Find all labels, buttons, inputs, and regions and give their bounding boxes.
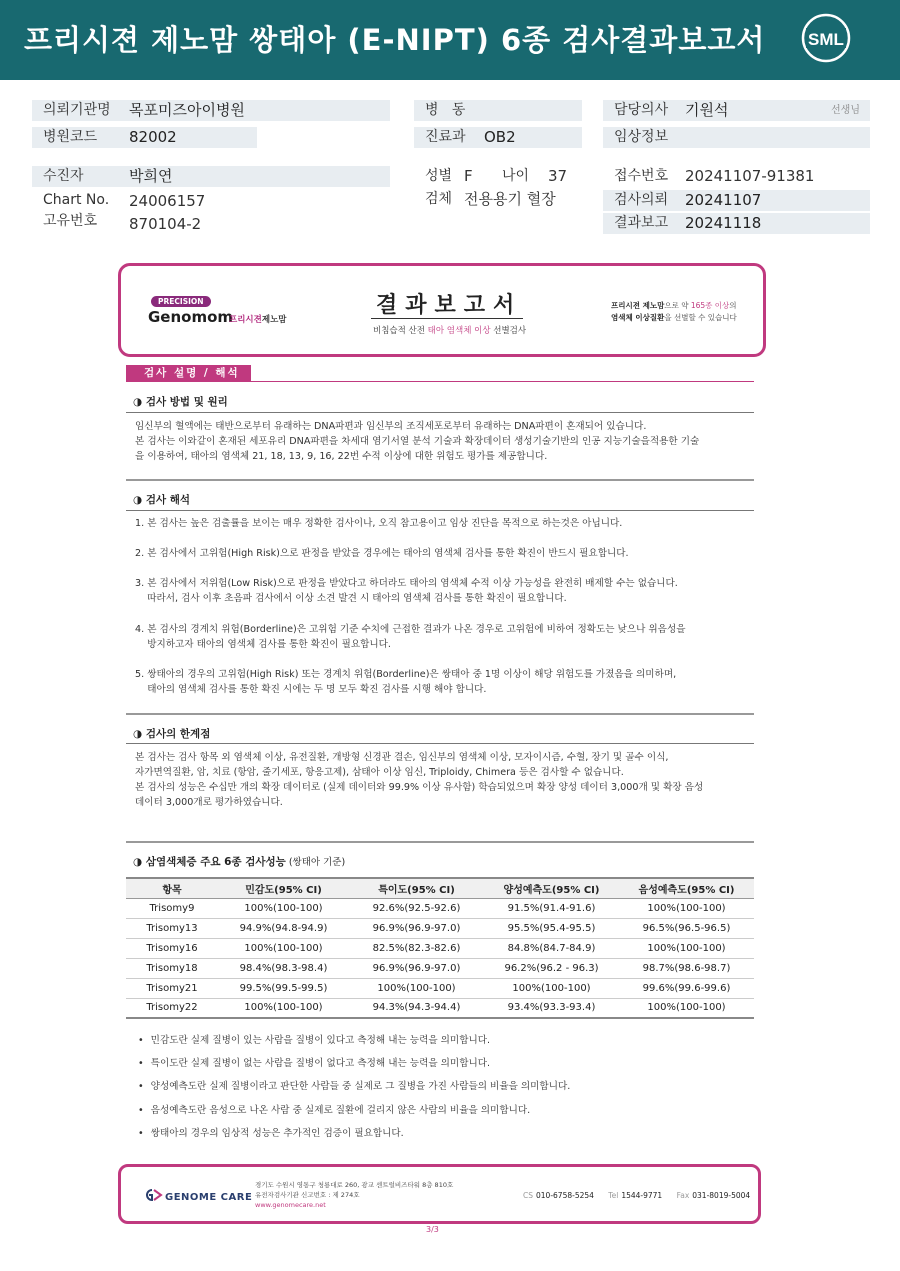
report-subtitle	[373, 324, 526, 336]
cs-number: 010-6758-5254	[536, 1191, 594, 1200]
table-row	[126, 958, 754, 978]
performance-heading	[133, 854, 345, 869]
interpretation-item-3b: 따라서, 검사 이후 초음파 검사에서 이상 소견 발견 시 태아의 염색체 검사를 통한 확진이 필요합니다.	[135, 593, 567, 604]
row-npv: 100%(100-100)	[619, 898, 754, 918]
list-item: • 음성예측도란 음성으로 나온 사람 중 실제로 질환에 걸리지 않은 사람의 비율을 의미합니다.	[138, 1103, 570, 1126]
age-value: 37	[548, 167, 568, 185]
row-item: Trisomy16	[126, 938, 218, 958]
note-line1-bold: 프리시젼 제노맘	[611, 301, 665, 310]
row-sensitivity: 99.5%(99.5-99.5)	[218, 978, 349, 998]
interpretation-item-1: 1. 본 검사는 높은 검출률을 보이는 매우 정확한 검사이나, 오직 참고용이고 임상 진단을 목적으로 하는것은 아닙니다.	[135, 518, 623, 529]
clinical-info-row	[603, 127, 870, 148]
age-label: 나이	[502, 168, 530, 184]
row-npv: 99.6%(99.6-99.6)	[619, 978, 754, 998]
limits-line-4: 데이터 3,000개로 평가하였습니다.	[135, 797, 283, 808]
notes-list	[138, 1033, 570, 1149]
limits-line-3: 본 검사의 성능은 수십만 개의 확장 데이터로 (실제 데이터와 99.9% 이상 유사함) 학습되었으며 확장 양성 데이터 3,000개 및 확장 음성	[135, 782, 704, 793]
method-line-1: 임신부의 혈액에는 태반으로부터 유래하는 DNA파편과 임신부의 조직세포로부터 유래하는 DNA파편이 혼재되어 있습니다.	[135, 421, 647, 432]
footer-contacts	[523, 1191, 750, 1200]
table-row	[126, 998, 754, 1018]
row-item: Trisomy13	[126, 918, 218, 938]
note-line2-text: 을 선별할 수 있습니다	[664, 313, 737, 322]
row-specificity: 82.5%(82.3-82.6)	[349, 938, 484, 958]
footer-address-line-2: 유전자검사기관 신고번호 : 제 274호	[255, 1191, 360, 1199]
hospital-code-row	[32, 127, 257, 148]
fax-number: 031-8019-5004	[692, 1191, 751, 1200]
row-npv: 98.7%(98.6-98.7)	[619, 958, 754, 978]
receipt-no-value: 20241107-91381	[685, 167, 815, 185]
limits-end-divider	[126, 841, 754, 843]
report-date-row	[603, 213, 870, 234]
row-npv: 96.5%(96.5-96.5)	[619, 918, 754, 938]
unique-no-label: 고유번호	[43, 213, 98, 229]
column-header-sensitivity: 민감도(95% CI)	[218, 878, 349, 898]
request-date-row	[603, 190, 870, 211]
footer-url-link[interactable]: www.genomecare.net	[255, 1201, 326, 1209]
interpretation-item-4a: 4. 본 검사의 경계치 위험(Borderline)은 고위험 기준 수치에 근접한 결과가 나온 경우로 고위험에 비하여 정확도는 낮으나 위음성을	[135, 624, 686, 635]
interpretation-heading: ◑ 검사 해석	[133, 494, 191, 506]
row-ppv: 91.5%(91.4-91.6)	[484, 898, 619, 918]
sml-logo-text: SML	[808, 30, 844, 49]
sex-value: F	[464, 167, 473, 185]
page-number: 3/3	[426, 1225, 439, 1234]
institution-label: 의뢰기관명	[43, 102, 111, 118]
doctor-label: 담당의사	[614, 102, 669, 118]
department-label: 진료과	[425, 129, 466, 145]
table-row	[126, 898, 754, 918]
ward-row	[414, 100, 582, 121]
row-sensitivity: 100%(100-100)	[218, 998, 349, 1018]
clinical-info-label: 임상정보	[614, 129, 669, 145]
department-row	[414, 127, 582, 148]
report-subtitle-post: 선별검사	[490, 326, 527, 336]
interpretation-end-divider	[126, 713, 754, 715]
department-value: OB2	[484, 128, 516, 146]
institution-value: 목포미즈아이병원	[129, 101, 245, 119]
doctor-value: 기원석	[685, 101, 729, 119]
genome-care-logo	[143, 1188, 252, 1203]
specimen-label: 검체	[425, 191, 453, 207]
report-subtitle-pre: 비침습적 산전	[373, 326, 428, 336]
chart-no-value: 24006157	[129, 192, 206, 210]
interpretation-item-5a: 5. 쌍태아의 경우의 고위험(High Risk) 또는 경계치 위험(Borderline)은 쌍태아 중 1명 이상이 해당 위험도를 가졌음을 의미하며,	[135, 669, 677, 680]
sml-logo-icon	[800, 12, 852, 64]
unique-no-value: 870104-2	[129, 215, 202, 233]
list-item: • 쌍태아의 경우의 임상적 성능은 추가적인 검증이 필요합니다.	[138, 1126, 570, 1149]
fax-label: Fax	[676, 1191, 690, 1200]
interpretation-item-5b: 태아의 염색체 검사를 통한 확진 시에는 두 명 모두 확진 검사를 시행 해야 합니다.	[135, 684, 487, 695]
report-date-value: 20241118	[685, 214, 762, 232]
column-header-item: 항목	[126, 878, 218, 898]
interpretation-divider	[126, 510, 754, 511]
report-header-note	[611, 300, 737, 324]
note-line1-highlight: 165종 이상	[690, 301, 730, 310]
row-specificity: 100%(100-100)	[349, 978, 484, 998]
interpretation-item-4b: 방지하고자 태아의 염색체 검사를 통한 확진이 필요합니다.	[135, 639, 391, 650]
genome-care-logo-text: GENOME CARE	[165, 1192, 253, 1203]
performance-table	[126, 877, 754, 1019]
row-specificity: 92.6%(92.5-92.6)	[349, 898, 484, 918]
page-title: 프리시젼 제노맘 쌍태아 (E-NIPT) 6종 검사결과보고서	[24, 23, 766, 57]
column-header-npv: 음성예측도(95% CI)	[619, 878, 754, 898]
method-line-2: 본 검사는 이와같이 혼재된 세포유리 DNA파편을 차세대 염기서열 분석 기술과 확장데이터 생성기술기반의 인공 지능기술을적용한 기술	[135, 436, 700, 447]
row-sensitivity: 100%(100-100)	[218, 938, 349, 958]
footer-address-line-1: 경기도 수원시 영통구 청룡대로 260, 광교 센트럴비즈타워 8층 810호	[255, 1181, 454, 1189]
column-header-specificity: 특이도(95% CI)	[349, 878, 484, 898]
precision-badge: PRECISION	[151, 296, 211, 307]
chart-no-label: Chart No.	[43, 192, 110, 208]
row-item: Trisomy22	[126, 998, 218, 1018]
request-date-value: 20241107	[685, 191, 762, 209]
limits-line-1: 본 검사는 검사 항목 외 염색체 이상, 유전질환, 개방형 신경관 결손, 임신부의 염색체 이상, 모자이시즘, 수혈, 장기 및 골수 이식,	[135, 752, 669, 763]
request-date-label: 검사의뢰	[614, 192, 669, 208]
footer-address	[255, 1180, 453, 1210]
row-npv: 100%(100-100)	[619, 998, 754, 1018]
ward-label: 병 동	[425, 102, 466, 118]
limits-heading: ◑ 검사의 한계점	[133, 728, 211, 740]
header-band	[0, 0, 900, 80]
genomom-logo: Genomom	[148, 308, 234, 326]
row-sensitivity: 94.9%(94.8-94.9)	[218, 918, 349, 938]
limits-divider	[126, 743, 754, 744]
note-line1-end: 의	[729, 301, 737, 310]
table-row	[126, 978, 754, 998]
list-item: • 특이도란 실제 질병이 없는 사람을 질병이 없다고 측정해 내는 능력을 의미합니다.	[138, 1056, 570, 1079]
note-line2-bold: 염색체 이상질환	[611, 313, 665, 322]
table-row	[126, 918, 754, 938]
cs-label: CS	[523, 1191, 533, 1200]
section-tab: 검사 설명 / 해석	[126, 365, 251, 382]
tel-label: Tel	[608, 1191, 619, 1200]
patient-row	[32, 166, 390, 187]
row-sensitivity: 100%(100-100)	[218, 898, 349, 918]
report-subtitle-highlight: 태아 염색체 이상	[427, 326, 491, 336]
genomom-subtitle-bold: 제노맘	[261, 315, 287, 325]
row-item: Trisomy18	[126, 958, 218, 978]
row-ppv: 96.2%(96.2 - 96.3)	[484, 958, 619, 978]
report-header-panel	[118, 263, 766, 357]
list-item: • 양성예측도란 실제 질병이라고 판단한 사람들 중 실제로 그 질병을 가진 사람들의 비율을 의미합니다.	[138, 1079, 570, 1102]
receipt-no-label: 접수번호	[614, 168, 669, 184]
method-heading: ◑ 검사 방법 및 원리	[133, 396, 228, 408]
row-ppv: 95.5%(95.4-95.5)	[484, 918, 619, 938]
hospital-code-label: 병원코드	[43, 129, 98, 145]
genomom-subtitle-colored: 프리시젼	[229, 315, 262, 325]
genome-care-mark-icon	[143, 1188, 163, 1202]
specimen-value: 전용용기 혈장	[464, 190, 556, 208]
row-specificity: 96.9%(96.9-97.0)	[349, 958, 484, 978]
row-item: Trisomy21	[126, 978, 218, 998]
interpretation-item-2: 2. 본 검사에서 고위험(High Risk)으로 판정을 받았을 경우에는 태아의 염색체 검사를 통한 확진이 반드시 필요합니다.	[135, 548, 629, 559]
hospital-code-value: 82002	[129, 128, 177, 146]
performance-heading-text: ◑ 삼염색체증 주요 6종 검사성능	[133, 856, 286, 868]
row-sensitivity: 98.4%(98.3-98.4)	[218, 958, 349, 978]
limits-line-2: 자가면역질환, 암, 치료 (항암, 줄기세포, 항응고제), 삼태아 이상 임신, Triploidy, Chimera 등은 검사할 수 없습니다.	[135, 767, 624, 778]
report-title: 결과보고서	[376, 293, 523, 318]
doctor-suffix: 선생님	[831, 105, 860, 116]
table-row	[126, 938, 754, 958]
row-specificity: 94.3%(94.3-94.4)	[349, 998, 484, 1018]
note-line1-text: 으로 약	[664, 301, 691, 310]
tel-number: 1544-9771	[621, 1191, 663, 1200]
row-ppv: 84.8%(84.7-84.9)	[484, 938, 619, 958]
genomom-subtitle	[229, 313, 287, 325]
row-npv: 100%(100-100)	[619, 938, 754, 958]
report-date-label: 결과보고	[614, 215, 669, 231]
section-tab-line	[251, 381, 754, 382]
row-ppv: 93.4%(93.3-93.4)	[484, 998, 619, 1018]
method-line-3: 을 이용하여, 태아의 염색체 21, 18, 13, 9, 16, 22번 수적 이상에 대한 위험도 평가를 제공합니다.	[135, 451, 548, 462]
table-header-row	[126, 878, 754, 898]
interpretation-item-3a: 3. 본 검사에서 저위험(Low Risk)으로 판정을 받았다고 하더라도 태아의 염색체 수적 이상 가능성을 완전히 배제할 수는 없습니다.	[135, 578, 678, 589]
method-end-divider	[126, 479, 754, 481]
row-ppv: 100%(100-100)	[484, 978, 619, 998]
footer-panel	[118, 1164, 761, 1224]
list-item: • 민감도란 실제 질병이 있는 사람을 질병이 있다고 측정해 내는 능력을 의미합니다.	[138, 1033, 570, 1056]
column-header-ppv: 양성예측도(95% CI)	[484, 878, 619, 898]
patient-value: 박희연	[129, 167, 173, 185]
doctor-row	[603, 100, 870, 121]
report-title-underline	[371, 318, 523, 319]
method-divider	[126, 412, 754, 413]
institution-row	[32, 100, 390, 121]
sex-label: 성별	[425, 168, 453, 184]
row-specificity: 96.9%(96.9-97.0)	[349, 918, 484, 938]
row-item: Trisomy9	[126, 898, 218, 918]
patient-label: 수진자	[43, 168, 84, 184]
performance-heading-note: (쌍태아 기준)	[285, 857, 346, 868]
